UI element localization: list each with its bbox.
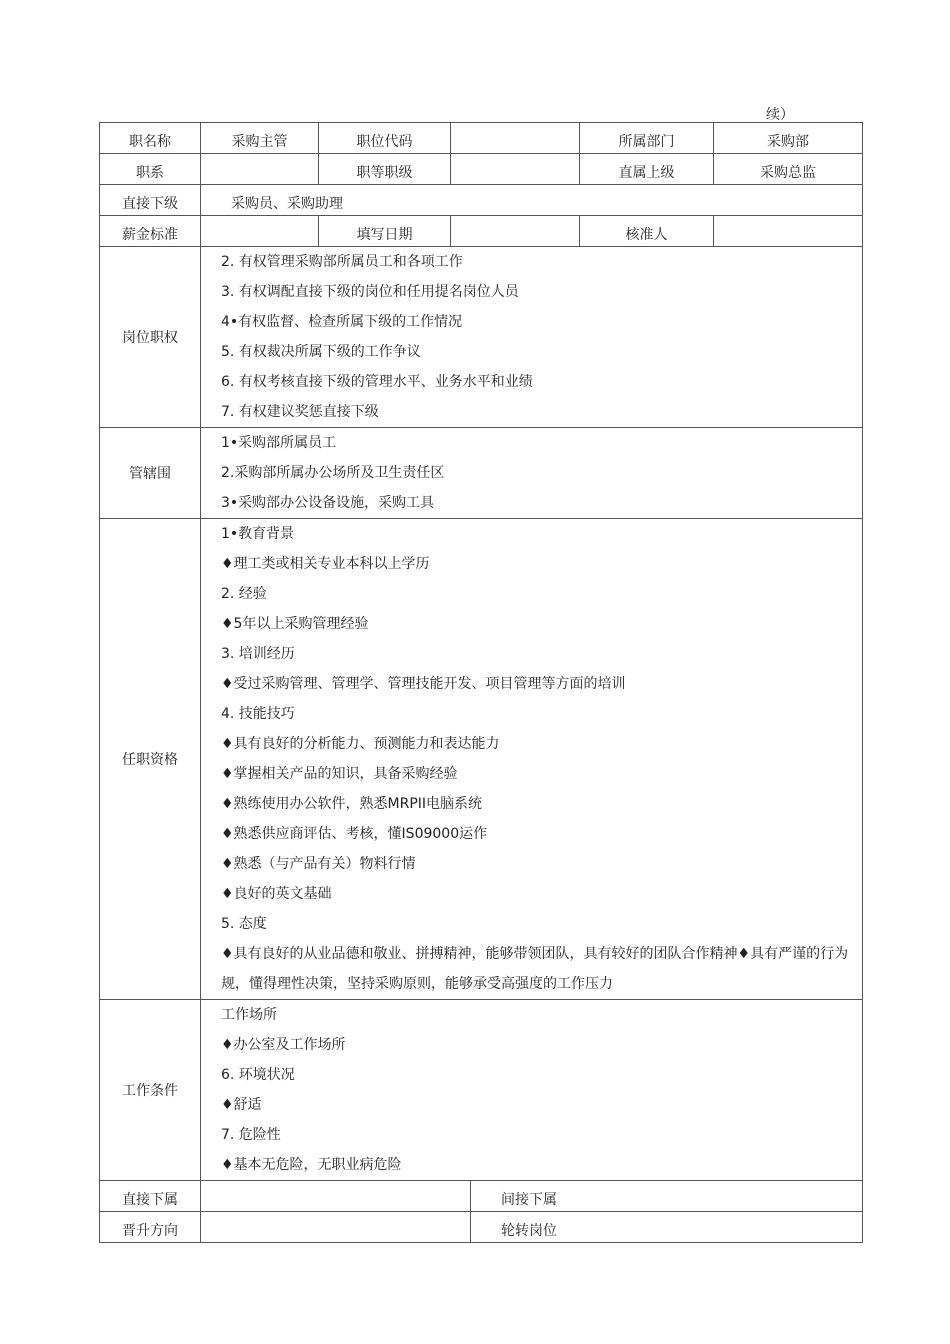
authority-line: 5. 有权裁决所属下级的工作争议	[221, 344, 421, 360]
qualification-line: ♦具有良好的从业品德和敬业、拼搏精神，能够带领团队，具有较好的团队合作精神♦具有严谨的行为规，懂得理性决策，坚持采购原则，能够承受高强度的工作压力	[221, 946, 849, 992]
authority-line: 3. 有权调配直接下级的岗位和任用提名岗位人员	[221, 284, 519, 300]
qualification-line: ♦受过采购管理、管理学、管理技能开发、项目管理等方面的培训	[221, 676, 626, 692]
cell-value-code	[451, 123, 580, 154]
subordinate-row	[100, 185, 863, 216]
cell-value-title: 采购主管	[201, 123, 319, 154]
authority-line: 6. 有权考核直接下级的管理水平、业务水平和业绩	[221, 374, 533, 390]
cell-value-direct-reports	[201, 1181, 471, 1212]
conditions-line: ♦舒适	[221, 1097, 262, 1113]
cell-value-subordinate: 采购员、采购助理	[201, 185, 863, 216]
conditions-line: ♦办公室及工作场所	[221, 1037, 346, 1053]
authority-content	[201, 247, 863, 428]
cell-value-superior: 采购总监	[714, 154, 863, 185]
qualification-line: 4. 技能技巧	[221, 706, 295, 722]
jurisdiction-line: 2.采购部所属办公场所及卫生责任区	[221, 465, 445, 481]
qualification-line: 3. 培训经历	[221, 646, 295, 662]
cell-label-rotation: 轮转岗位	[471, 1212, 863, 1243]
footer-row-1	[100, 1181, 863, 1212]
cell-label-superior: 直属上级	[580, 154, 714, 185]
qualification-line: ♦掌握相关产品的知识，具备采购经验	[221, 766, 458, 782]
cell-label-grade: 职等职级	[319, 154, 451, 185]
cell-label-promotion: 晋升方向	[100, 1212, 201, 1243]
conditions-line: 工作场所	[221, 1007, 277, 1023]
footer-row-2	[100, 1212, 863, 1243]
cell-value-promotion	[201, 1212, 471, 1243]
qualification-line: ♦理工类或相关专业本科以上学历	[221, 556, 430, 572]
cell-label-indirect-reports: 间接下属	[471, 1181, 863, 1212]
cell-label-series: 职系	[100, 154, 201, 185]
continued-mark: 续）	[766, 107, 794, 123]
cell-value-series	[201, 154, 319, 185]
cell-label-salary: 薪金标准	[100, 216, 201, 247]
header-row-2	[100, 154, 863, 185]
conditions-label: 工作条件	[100, 1000, 201, 1181]
cell-label-subordinate: 直接下级	[100, 185, 201, 216]
cell-value-salary	[201, 216, 319, 247]
conditions-content	[201, 1000, 863, 1181]
jurisdiction-label: 管辖围	[100, 428, 201, 519]
conditions-line: 7. 危险性	[221, 1127, 281, 1143]
authority-line: 7. 有权建议奖惩直接下级	[221, 404, 379, 420]
qualification-line: 1•教育背景	[221, 526, 295, 542]
cell-label-code: 职位代码	[319, 123, 451, 154]
qualification-line: 2. 经验	[221, 586, 267, 602]
authority-label: 岗位职权	[100, 247, 201, 428]
cell-label-direct-reports: 直接下属	[100, 1181, 201, 1212]
authority-line: 4•有权监督、检查所属下级的工作情况	[221, 314, 463, 330]
qualification-line: ♦熟练使用办公软件，熟悉MRPII电脑系统	[221, 796, 483, 812]
qualification-content	[201, 519, 863, 1000]
qualification-line: ♦熟悉（与产品有关）物料行情	[221, 856, 416, 872]
cell-value-grade	[451, 154, 580, 185]
qualification-line: ♦熟悉供应商评估、考核，懂IS09000运作	[221, 826, 488, 842]
job-description-table	[99, 122, 863, 1243]
conditions-line: ♦基本无危险，无职业病危险	[221, 1157, 402, 1173]
cell-label-approver: 核准人	[580, 216, 714, 247]
jurisdiction-content	[201, 428, 863, 519]
qualification-line: ♦5年以上采购管理经验	[221, 616, 369, 632]
cell-value-approver	[714, 216, 863, 247]
salary-row	[100, 216, 863, 247]
qualification-line: ♦良好的英文基础	[221, 886, 332, 902]
qualification-line: ♦具有良好的分析能力、预测能力和表达能力	[221, 736, 500, 752]
authority-row	[100, 247, 863, 428]
cell-label-date: 填写日期	[319, 216, 451, 247]
jurisdiction-row	[100, 428, 863, 519]
header-row-1	[100, 123, 863, 154]
cell-label-title: 职名称	[100, 123, 201, 154]
conditions-line: 6. 环境状况	[221, 1067, 295, 1083]
qualification-line: 5. 态度	[221, 916, 267, 932]
cell-value-date	[451, 216, 580, 247]
qualification-row	[100, 519, 863, 1000]
jurisdiction-line: 1•采购部所属员工	[221, 435, 337, 451]
cell-value-dept: 采购部	[714, 123, 863, 154]
qualification-label: 任职资格	[100, 519, 201, 1000]
jurisdiction-line: 3•采购部办公设备设施，采购工具	[221, 495, 435, 511]
cell-label-dept: 所属部门	[580, 123, 714, 154]
authority-line: 2. 有权管理采购部所属员工和各项工作	[221, 254, 463, 270]
conditions-row	[100, 1000, 863, 1181]
